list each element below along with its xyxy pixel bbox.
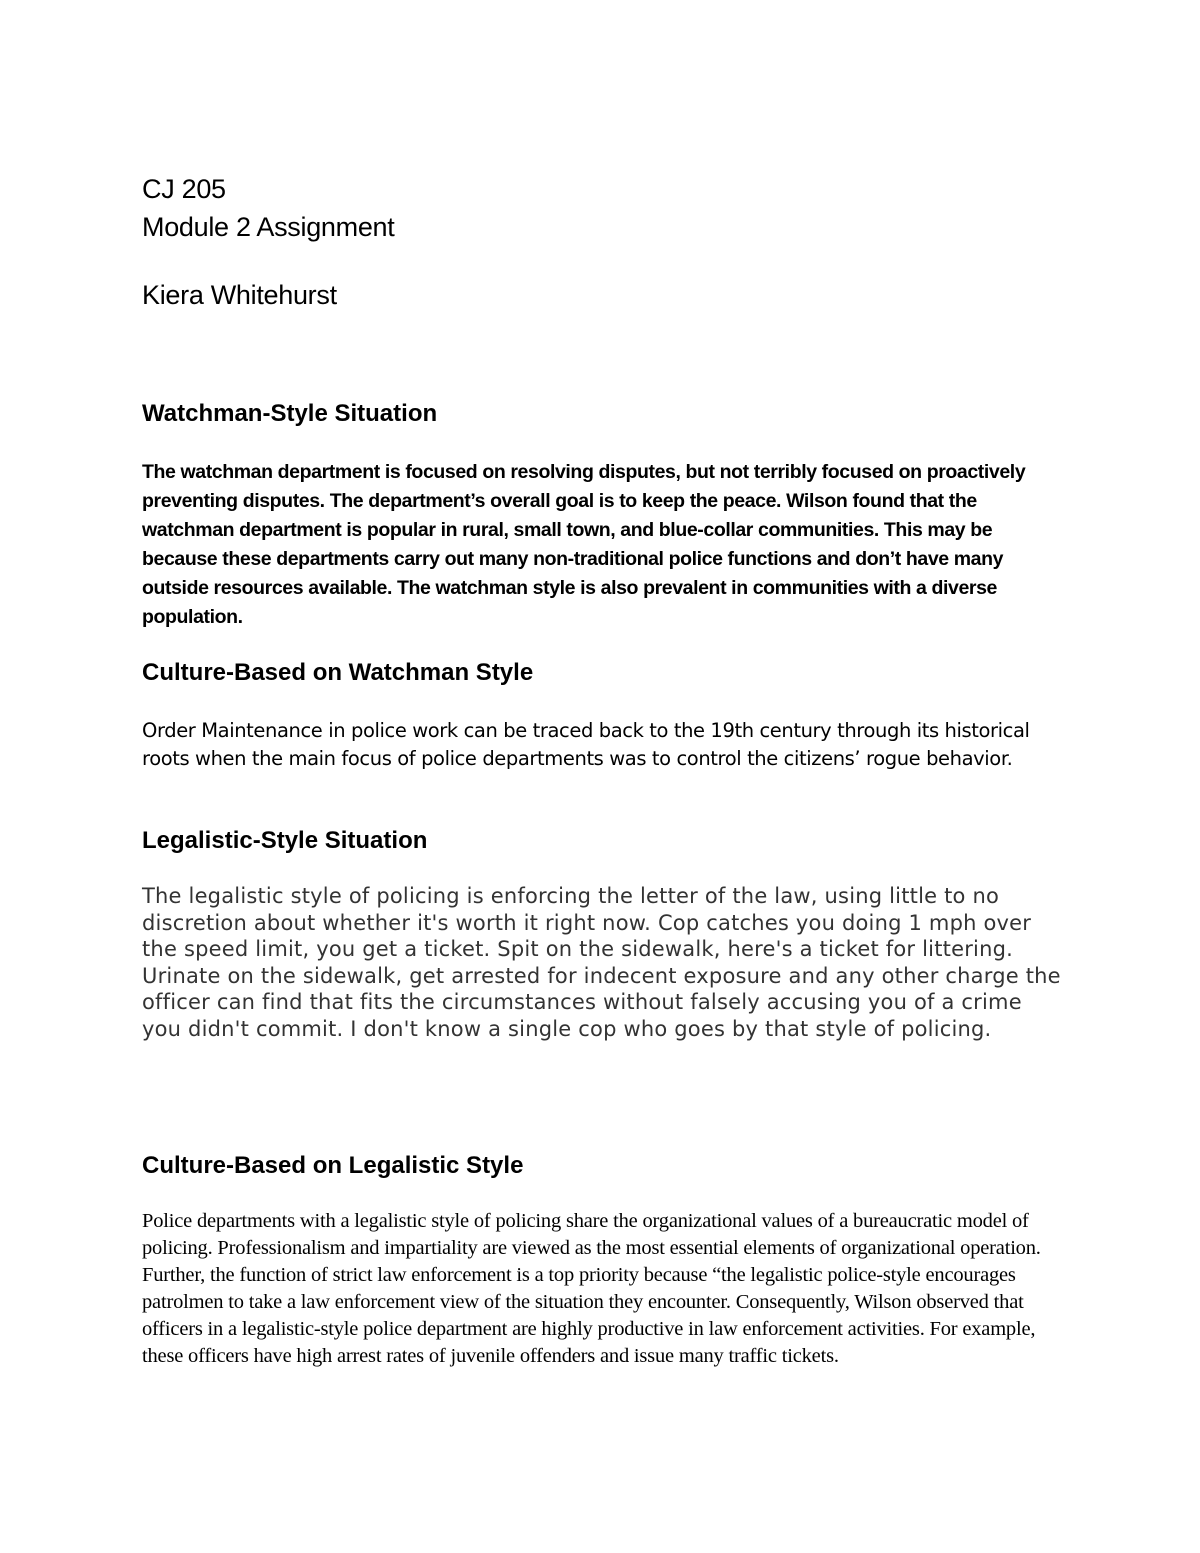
section-body-watchman-culture: Order Maintenance in police work can be traced back to the 19th century through its historical roots when the main focus of police departments was to control the citizens’ rogue behavior. [142,719,1030,770]
section-heading-watchman-culture: Culture-Based on Watchman Style [142,659,534,686]
section-body-legalistic-culture: Police departments with a legalistic style of policing share the organizational values of a bureaucratic model of policing. Professionalism and impartiality are viewed as the most essential elements of organizational operation. Further, the function of strict law enforcement is a top priority because “the legalistic police-style encourages patrolmen to take a law enforcement view of the situation they encounter. Consequently, Wilson observed that officers in a legalistic-style police department are highly productive in law enforcement activities. For example, these officers have high arrest rates of juvenile offenders and issue many traffic tickets. [142,1210,1041,1367]
author-name: Kiera Whitehurst [142,280,337,310]
section-body-legalistic-situation: The legalistic style of policing is enforcing the letter of the law, using little to no discretion about whether it's worth it right now. Cop catches you doing 1 mph over the speed limit, you get a ticket. Spit on the sidewalk, here's a ticket for littering. Urinate on the sidewalk, get arrested for indecent exposure and any other charge the officer can find that fits the circumstances without falsely accusing you of a crime you didn't commit. I don't know a single cop who goes by that style of policing. [142,884,1061,1041]
section-heading-legalistic-culture: Culture-Based on Legalistic Style [142,1152,524,1179]
section-heading-legalistic-situation: Legalistic-Style Situation [142,827,428,854]
section-heading-watchman-situation: Watchman-Style Situation [142,400,438,427]
section-body-watchman-situation: The watchman department is focused on resolving disputes, but not terribly focused on proactively preventing disputes. The department’s overall goal is to keep the peace. Wilson found that the watchman department is popular in rural, small town, and blue-collar communities. This may be because these departments carry out many non-traditional police functions and don’t have many outside resources available. The watchman style is also prevalent in communities with a diverse population. [142,461,1026,628]
document-page [142,170,1072,1367]
assignment-title: Module 2 Assignment [142,212,395,242]
course-code: CJ 205 [142,174,226,204]
